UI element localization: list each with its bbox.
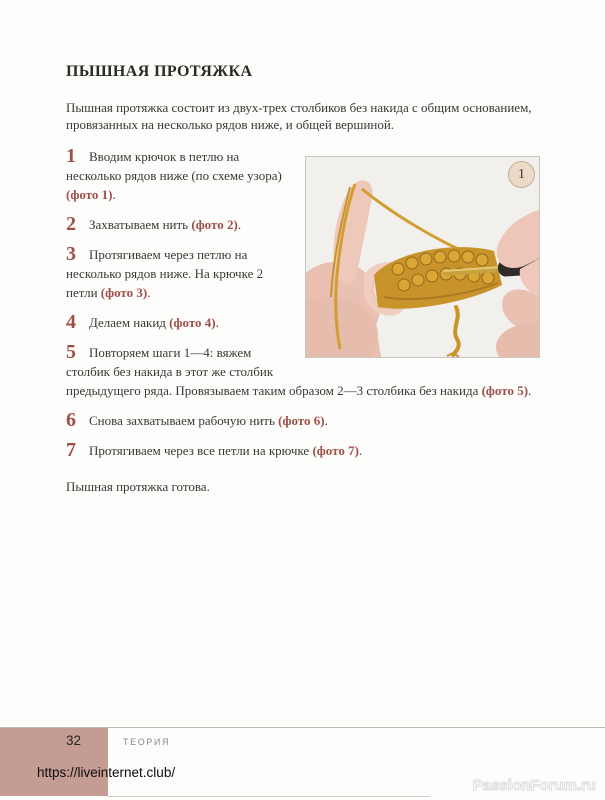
page-title: ПЫШНАЯ ПРОТЯЖКА [66, 63, 253, 80]
step-3-number: 3 [66, 243, 76, 265]
step-6-photo-ref: (фото 6) [278, 413, 325, 428]
step-2-number: 2 [66, 213, 76, 235]
step-1-number: 1 [66, 145, 76, 167]
section-label: ТЕОРИЯ [123, 737, 171, 747]
step-5: 5 Повторяем шаги 1—4: вяжем столбик без накида в этот же столбик предыдущего ряда. Провязываем таким образом 2—3 столбика без накида (фото 5). [66, 341, 532, 398]
step-4-number: 4 [66, 311, 76, 333]
step-5-text: Повторяем шаги 1—4: вяжем столбик без накида в этот же столбик предыдущего ряда. Провязываем таким образом 2—3 столбика без накида [66, 345, 482, 398]
closing-line: Пышная протяжка готова. [66, 479, 210, 494]
step-7: 7 Протягиваем через все петли на крючке (фото 7). [66, 439, 363, 461]
step-3: 3 Протягиваем через петлю на несколько рядов ниже. На крючке 2 петли (фото 3). [66, 243, 264, 300]
photo-number-badge: 1 [508, 161, 535, 188]
steps-content [66, 147, 540, 495]
step-4: 4 Делаем накид (фото 4). [66, 311, 219, 333]
step-4-text: Делаем накид [89, 315, 170, 330]
step-3-text: Протягиваем через петлю на несколько рядов ниже. На крючке 2 петли [66, 247, 264, 300]
step-7-number: 7 [66, 439, 76, 461]
step-1-text: Вводим крючок в петлю на несколько рядов ниже (по схеме узора) [66, 149, 282, 183]
intro-paragraph: Пышная протяжка состоит из двух-трех столбиков без накида с общим основанием, провязанных на несколько рядов ниже, и общей вершиной. [66, 100, 532, 132]
step-2: 2 Захватываем нить (фото 2). [66, 213, 242, 235]
watermark: PassionForum.ru [472, 777, 596, 794]
step-1-photo-ref: (фото 1) [66, 187, 113, 202]
instruction-photo [305, 156, 540, 358]
step-3-photo-ref: (фото 3) [100, 285, 148, 300]
step-4-photo-ref: (фото 4) [169, 315, 216, 330]
step-7-photo-ref: (фото 7) [312, 443, 359, 458]
step-7-text: Протягиваем через все петли на крючке [89, 443, 313, 458]
step-2-photo-ref: (фото 2) [191, 217, 238, 232]
page-number: 32 [66, 733, 82, 748]
source-url: https://liveinternet.club/ [37, 765, 176, 780]
step-2-text: Захватываем нить [89, 217, 192, 232]
step-6: 6 Снова захватываем рабочую нить (фото 6). [66, 409, 328, 431]
step-1: 1 Вводим крючок в петлю на несколько рядов ниже (по схеме узора) (фото 1). [66, 145, 282, 202]
crochet-hands-illustration [306, 157, 539, 357]
step-6-number: 6 [66, 409, 76, 431]
footer-color-block [0, 728, 108, 796]
step-6-text: Снова захватываем рабочую нить [89, 413, 279, 428]
step-5-photo-ref: (фото 5) [481, 383, 529, 398]
footer-bottom-line [108, 796, 430, 797]
step-5-number: 5 [66, 341, 76, 363]
